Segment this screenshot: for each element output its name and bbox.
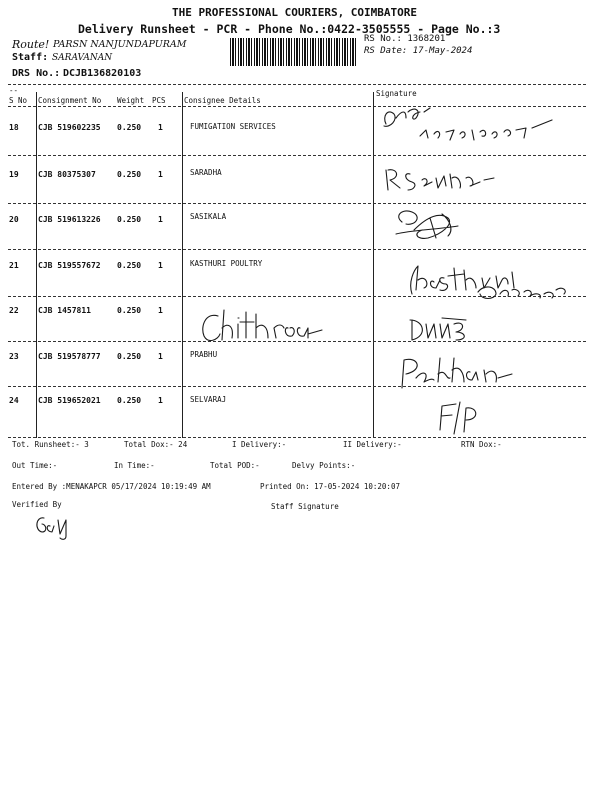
- runsheet-subtitle: Delivery Runsheet - PCR - Phone No.:0422-3505555 - Page No.:3: [78, 22, 501, 36]
- route-value: PARSN NANJUNDAPURAM: [53, 39, 187, 50]
- staff-value: SARAVANAN: [52, 53, 113, 63]
- verified-by-label: Verified By: [12, 500, 62, 509]
- row-consignment: CJB 1457811: [38, 306, 91, 315]
- out-time: Out Time:-: [12, 461, 58, 470]
- row-rule: [8, 203, 586, 204]
- signature-row-21: [404, 260, 574, 304]
- row-weight: 0.250: [117, 170, 142, 179]
- row-consignee: PRABHU: [190, 350, 218, 359]
- row-consignment: CJB 519557672: [38, 261, 101, 270]
- row-weight: 0.250: [117, 261, 142, 270]
- signature-row-24: [432, 398, 492, 438]
- rs-date: RS Date: 17-May-2024: [364, 46, 473, 56]
- row-sno: 24: [9, 396, 19, 405]
- total-pod: Total POD:-: [210, 461, 260, 470]
- col-header-consignment: Consignment No: [38, 96, 102, 105]
- entered-by: Entered By :MENAKAPCR 05/17/2024 10:19:49 AM: [12, 482, 211, 491]
- signature-row-23: [394, 350, 534, 394]
- col-header-pcs: PCS: [152, 96, 166, 105]
- col-header-signature: Signature: [376, 89, 417, 98]
- row-rule: [8, 155, 586, 156]
- table-bottom-rule: [8, 437, 586, 438]
- row-rule: [8, 249, 586, 250]
- barcode-image: [230, 38, 356, 66]
- row-consignment: CJB 519602235: [38, 123, 101, 132]
- company-title: THE PROFESSIONAL COURIERS, COIMBATORE: [172, 6, 418, 19]
- row-sno: 22: [9, 306, 19, 315]
- row-weight: 0.250: [117, 123, 142, 132]
- col-header-sno: S No: [9, 96, 28, 105]
- row-weight: 0.250: [117, 352, 142, 361]
- tot-runsheet: Tot. Runsheet:- 3: [12, 440, 89, 449]
- row-consignee: FUMIGATION SERVICES: [190, 122, 276, 131]
- drs-value: DCJB136820103: [63, 68, 142, 79]
- signature-row-22-name: [196, 306, 336, 346]
- row-consignment: CJB 519613226: [38, 215, 101, 224]
- staff-label: Staff:: [12, 52, 49, 63]
- col-header-consignee: Consignee Details: [184, 96, 261, 105]
- row-weight: 0.250: [117, 215, 142, 224]
- row-consignee: SASIKALA: [190, 212, 227, 221]
- row-pcs: 1: [158, 261, 163, 270]
- row-sno: 23: [9, 352, 19, 361]
- signature-row-18: [376, 104, 556, 148]
- row-weight: 0.250: [117, 396, 142, 405]
- row-consignee: KASTHURI POULTRY: [190, 259, 263, 268]
- row-sno: 21: [9, 261, 19, 270]
- row-consignment: CJB 519652021: [38, 396, 101, 405]
- row-weight: 0.250: [117, 306, 142, 315]
- row-sno: 18: [9, 123, 19, 132]
- table-header-marker: --: [9, 86, 19, 95]
- row-sno: 19: [9, 170, 19, 179]
- table-top-rule: [8, 84, 586, 85]
- signature-row-19: [380, 160, 500, 196]
- col-header-weight: Weight: [117, 96, 145, 105]
- row-pcs: 1: [158, 123, 163, 132]
- verifier-signature: [30, 510, 80, 540]
- rtn-dox: RTN Dox:-: [461, 440, 502, 449]
- in-time: In Time:-: [114, 461, 155, 470]
- row-pcs: 1: [158, 170, 163, 179]
- delvy-points: Delvy Points:-: [292, 461, 356, 470]
- row-pcs: 1: [158, 306, 163, 315]
- i-delivery: I Delivery:-: [232, 440, 287, 449]
- row-pcs: 1: [158, 352, 163, 361]
- row-consignee: SARADHA: [190, 168, 222, 177]
- row-pcs: 1: [158, 396, 163, 405]
- ii-delivery: II Delivery:-: [343, 440, 402, 449]
- signature-row-20: [388, 204, 468, 248]
- row-consignment: CJB 519578777: [38, 352, 101, 361]
- rs-number: RS No.: 1368201: [364, 34, 446, 44]
- signature-row-22: [406, 314, 476, 344]
- printed-on: Printed On: 17-05-2024 10:20:07: [260, 482, 400, 491]
- row-consignee: SELVARAJ: [190, 395, 227, 404]
- staff-signature-label: Staff Signature: [271, 502, 339, 511]
- row-consignment: CJB 80375307: [38, 170, 96, 179]
- drs-label: DRS No.:: [12, 68, 61, 79]
- row-pcs: 1: [158, 215, 163, 224]
- route-label: Route!: [12, 38, 50, 51]
- total-dox: Total Dox:- 24: [124, 440, 188, 449]
- row-sno: 20: [9, 215, 19, 224]
